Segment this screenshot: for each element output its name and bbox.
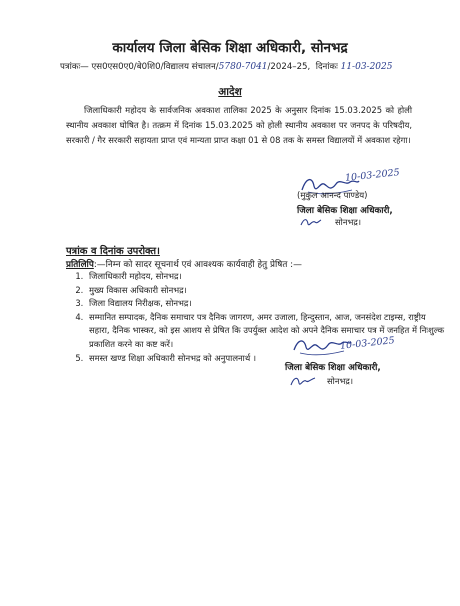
signature-1-date: 10-03-2025 [344, 167, 401, 184]
recipient-item: 5. समस्त खण्ड शिक्षा अधिकारी सोनभद्र को अनुपालनार्थ । [86, 352, 446, 366]
copy-heading: पत्रांक व दिनांक उपरोक्त। [66, 246, 160, 257]
signature-2-date: 10-03-2025 [339, 335, 396, 352]
signature-2-title: जिला बेसिक शिक्षा अधिकारी, [285, 363, 381, 373]
signature-1-name: (मुकुल आनन्द पाण्डेय) [297, 191, 368, 201]
date-label: दिनांकः [315, 62, 338, 72]
copy-intro: :—निम्न को सादर सूचनार्थ एवं आवश्यक कार्यवाही हेतु प्रेषित :— [93, 260, 302, 270]
date-handwritten: 11-03-2025 [340, 62, 393, 72]
recipient-item: 3. जिला विद्यालय निरीक्षक, सोनभद्र। [86, 297, 446, 311]
recipient-list [66, 270, 446, 365]
letter-no-text: एस0एस0ए0/बे0शि0/विद्यालय संचालन/ [91, 62, 219, 72]
signature-2-place: सोनभद्र। [327, 376, 353, 386]
letter-year: /2024–25, [267, 62, 311, 72]
signature-1-place: सोनभद्र। [335, 217, 361, 227]
order-body: जिलाधिकारी महोदय के सार्वजनिक अवकाश तालिका 2025 के अनुसार दिनांक 15.03.2025 को होली स्थानीय अवकाश घोषित है। तत्क्रम में दिनांक 15.03.2025 को होली स्थानीय अवकाश पर जनपद के परिषदीय, सरकारी / गैर सरकारी सहायता प्राप्त एवं मान्यता प्राप्त कक्षा 01 से 08 तक के समस्त विद्यालयों में अवकाश रहेगा। [66, 105, 412, 145]
recipient-item: 4. सम्मानित सम्पादक, दैनिक समाचार पत्र दैनिक जागरण, अमर उजाला, हिन्दुस्तान, आज, जनसंदेश टाइम्स, राष्ट्रीय सहारा, दैनिक भास्कर, को इस आशय से प्रेषित कि उपर्युक्त आदेश को अपने दैनिक समाचार पत्र में जनहित में निःशुल्क प्रकाशित करने का कष्ट करें। [86, 311, 446, 352]
office-heading: कार्यालय जिला बेसिक शिक्षा अधिकारी, सोनभद्र [112, 40, 348, 56]
recipient-item: 2. मुख्य विकास अधिकारी सोनभद्र। [86, 284, 446, 298]
initial-scribble-2 [290, 374, 316, 388]
copy-intro-line [66, 258, 302, 270]
initial-scribble-1 [300, 216, 322, 228]
letter-reference-line [60, 60, 392, 72]
signature-1-title: जिला बेसिक शिक्षा अधिकारी, [297, 206, 393, 216]
letter-no-label: पत्रांकः— [60, 62, 89, 72]
letter-no-handwritten: 5780-7041 [218, 62, 268, 72]
recipient-item: 1. जिलाधिकारी महोदय, सोनभद्र। [86, 270, 446, 284]
order-title: आदेश [218, 86, 242, 98]
copy-label: प्रतिलिपि [66, 260, 94, 270]
